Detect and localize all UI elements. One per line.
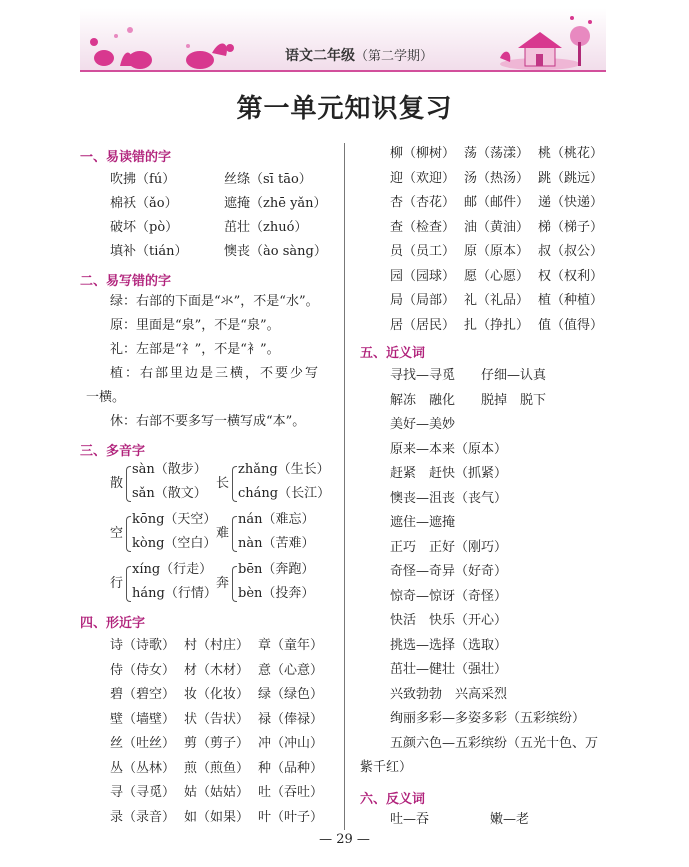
similar-shape-cell: 局（局部） [390, 293, 456, 308]
misread-item: 丝绦（sī tāo） [224, 172, 312, 187]
miswrite-line: 植：右部里边是三横，不要少写 [110, 366, 321, 381]
polyphonic-char: 行 [110, 576, 124, 591]
synonym-line: 正巧 正好（刚巧） [390, 539, 508, 555]
synonym-line: 懊丧—沮丧（丧气） [390, 490, 508, 506]
miswrite-line: 礼：左部是“礻”，不是“衤”。 [110, 342, 280, 357]
reading: nán（难忘） [238, 512, 315, 527]
similar-shape-cell: 愿（心愿） [464, 268, 530, 284]
similar-shape-cell: 诗（诗歌） [110, 638, 176, 653]
similar-shape-cell: 杏（杏花） [390, 195, 456, 210]
similar-shape-cell: 村（村庄） [184, 638, 250, 653]
synonym-line: 赶紧 赶快（抓紧） [390, 466, 508, 481]
section-heading-easy-misread: 一、易读错的字 [80, 150, 172, 165]
synonym-line: 茁壮—健壮（强壮） [390, 662, 508, 677]
similar-shape-cell: 丛（丛林） [110, 760, 176, 776]
synonym-line: 绚丽多彩—多姿多彩（五彩缤纷） [390, 711, 586, 726]
misread-item: 吹拂（fú） [110, 172, 176, 187]
similar-shape-cell: 材（木材） [184, 662, 250, 678]
similar-shape-cell: 绿（绿色） [258, 687, 324, 702]
reading: bēn（奔跑） [238, 562, 315, 577]
similar-shape-cell: 章（童年） [258, 638, 324, 653]
similar-shape-cell: 查（检查） [390, 219, 456, 235]
similar-shape-cell: 种（品种） [258, 760, 324, 776]
section-heading-synonyms: 五、近义词 [360, 346, 426, 361]
similar-shape-cell: 叶（叶子） [258, 809, 324, 825]
brace [232, 516, 237, 552]
similar-shape-cell: 丝（吐丝） [110, 736, 176, 751]
similar-shape-cell: 冲（冲山） [258, 736, 324, 751]
similar-shape-cell: 原（原本） [464, 244, 530, 259]
similar-shape-cell: 叔（叔公） [538, 244, 604, 259]
polyphonic-char: 奔 [216, 576, 230, 591]
miswrite-line: 绿：右部的下面是“氺”，不是“水”。 [110, 294, 319, 309]
synonym-line: 遮住—遮掩 [390, 515, 456, 530]
polyphonic-char: 长 [216, 476, 230, 491]
similar-shape-cell: 园（园球） [390, 268, 456, 284]
similar-shape-cell: 梯（梯子） [538, 219, 604, 235]
miswrite-line: 休：右部不要多写一横写成“本”。 [110, 414, 306, 429]
section-heading-polyphonic: 三、多音字 [80, 444, 146, 459]
reading: nàn（苦难） [238, 536, 315, 551]
brace [232, 566, 237, 602]
section-heading-easy-miswrite: 二、易写错的字 [80, 274, 172, 289]
similar-shape-cell: 剪（剪子） [184, 736, 250, 751]
brace [126, 566, 131, 602]
misread-item: 棉袄（ǎo） [110, 196, 178, 211]
reading: sǎn（散文） [132, 486, 207, 501]
similar-shape-cell: 礼（礼品） [464, 293, 530, 308]
miswrite-line: 原：里面是“泉”，不是“泉”。 [110, 318, 280, 333]
similar-shape-cell: 荡（荡漾） [464, 146, 530, 161]
synonym-line: 解冻 融化 脱掉 脱下 [390, 392, 547, 408]
similar-shape-cell: 煎（煎鱼） [184, 760, 250, 776]
polyphonic-char: 空 [110, 526, 124, 541]
reading: bèn（投奔） [238, 586, 315, 601]
synonym-line: 寻找—寻觅 仔细—认真 [390, 368, 547, 383]
similar-shape-cell: 柳（柳树） [390, 146, 456, 161]
misread-item: 懊丧（ào sàng） [224, 244, 327, 259]
similar-shape-cell: 壁（墙壁） [110, 711, 176, 727]
synonym-line: 惊奇—惊讶（奇怪） [390, 588, 508, 604]
similar-shape-cell: 权（权利） [538, 268, 604, 284]
similar-shape-cell: 邮（邮件） [464, 195, 530, 210]
similar-shape-cell: 迎（欢迎） [390, 170, 456, 186]
misread-item: 茁壮（zhuó） [224, 220, 308, 235]
page-title: 第一单元知识复习 [236, 94, 453, 124]
similar-shape-cell: 值（值得） [538, 317, 604, 333]
reading: kòng（空白） [132, 536, 217, 551]
similar-shape-cell: 姑（姑姑） [184, 785, 250, 800]
similar-shape-cell: 扎（挣扎） [464, 317, 530, 333]
polyphonic-char: 难 [216, 526, 230, 541]
page-number: — 29 — [319, 832, 370, 847]
similar-shape-cell: 植（种植） [538, 293, 604, 308]
synonym-line: 快活 快乐（开心） [390, 613, 508, 628]
brace [126, 466, 131, 502]
reading: cháng（长江） [238, 486, 331, 501]
reading: háng（行情） [132, 586, 217, 601]
similar-shape-cell: 碧（碧空） [110, 687, 176, 702]
misread-item: 遮掩（zhē yǎn） [224, 196, 327, 211]
similar-shape-cell: 居（居民） [390, 317, 456, 333]
brace [126, 516, 131, 552]
header-title: 语文二年级（第二学期） [285, 48, 434, 64]
brace [232, 466, 237, 502]
reading: kōng（天空） [132, 512, 217, 527]
column-divider [344, 143, 345, 830]
similar-shape-cell: 如（如果） [184, 809, 250, 825]
similar-shape-cell: 递（快递） [538, 195, 604, 210]
similar-shape-cell: 寻（寻觅） [110, 785, 176, 800]
reading: zhǎng（生长） [238, 462, 330, 477]
miswrite-line: 一横。 [86, 390, 126, 405]
similar-shape-cell: 员（员工） [390, 244, 456, 259]
synonym-line: 原来—本来（原本） [390, 441, 508, 457]
similar-shape-cell: 意（心意） [258, 662, 324, 678]
section-heading-antonyms: 六、反义词 [360, 792, 426, 807]
reading: xíng（行走） [132, 562, 213, 577]
similar-shape-cell: 油（黄油） [464, 219, 530, 235]
misread-item: 破坏（pò） [110, 220, 179, 235]
similar-shape-cell: 妆（化妆） [184, 687, 250, 702]
antonym-pair: 嫩—老 [490, 812, 530, 827]
similar-shape-cell: 禄（俸禄） [258, 711, 324, 727]
synonym-line: 挑选—选择（选取） [390, 637, 508, 653]
similar-shape-cell: 录（录音） [110, 809, 176, 825]
similar-shape-cell: 跳（跳远） [538, 170, 604, 186]
synonym-line: 美好—美妙 [390, 417, 456, 432]
reading: sàn（散步） [132, 462, 207, 477]
polyphonic-char: 散 [110, 476, 124, 491]
similar-shape-cell: 汤（热汤） [464, 170, 530, 186]
synonym-line: 奇怪—奇异（好奇） [390, 564, 508, 579]
section-heading-similar-shape: 四、形近字 [80, 616, 146, 631]
similar-shape-cell: 侍（侍女） [110, 662, 176, 678]
similar-shape-cell: 桃（桃花） [538, 146, 604, 161]
synonym-line: 兴致勃勃 兴高采烈 [390, 686, 508, 702]
antonym-pair: 吐—吞 [390, 812, 430, 827]
similar-shape-cell: 吐（吞吐） [258, 785, 324, 800]
similar-shape-cell: 状（告状） [184, 711, 250, 727]
misread-item: 填补（tián） [110, 244, 188, 259]
synonym-line: 紫千红） [360, 760, 413, 775]
synonym-line: 五颜六色—五彩缤纷（五光十色、万 [390, 735, 599, 751]
